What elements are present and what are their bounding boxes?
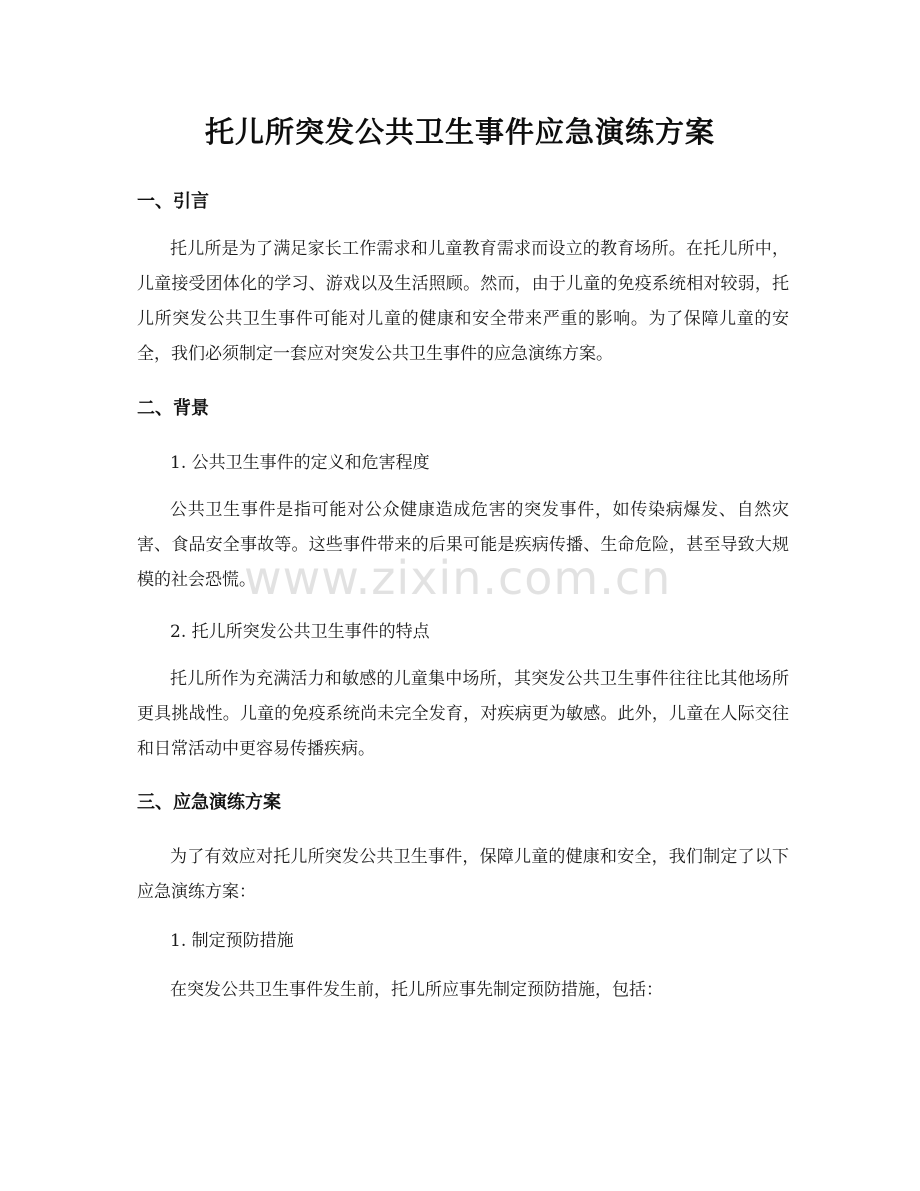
section-heading-intro: 一、引言 — [137, 191, 209, 212]
background-item-2-title: 2. 托儿所突发公共卫生事件的特点 — [170, 622, 430, 642]
section-heading-plan: 三、应急演练方案 — [137, 792, 281, 813]
document-title: 托儿所突发公共卫生事件应急演练方案 — [204, 115, 715, 149]
background-item-1-title: 1. 公共卫生事件的定义和危害程度 — [170, 453, 430, 473]
section-heading-background: 二、背景 — [137, 398, 209, 419]
intro-paragraph: 托儿所是为了满足家长工作需求和儿童教育需求而设立的教育场所。在托儿所中，儿童接受团体化的学习、游戏以及生活照顾。然而，由于儿童的免疫系统相对较弱，托儿所突发公共卫生事件可能对儿童的健康和安全带来严重的影响。为了保障儿童的安全，我们必须制定一套应对突发公共卫生事件的应急演练方案。 — [137, 239, 789, 364]
plan-item-1-title: 1. 制定预防措施 — [170, 931, 294, 951]
watermark: www.zixin.com.cn — [244, 551, 672, 605]
background-item-1-paragraph: 公共卫生事件是指可能对公众健康造成危害的突发事件，如传染病爆发、自然灾害、食品安全事故等。这些事件带来的后果可能是疾病传播、生命危险，甚至导致大规模的社会恐慌。 — [137, 500, 789, 590]
plan-item-1-paragraph: 在突发公共卫生事件发生前，托儿所应事先制定预防措施，包括： — [170, 980, 663, 1000]
background-item-2-paragraph: 托儿所作为充满活力和敏感的儿童集中场所，其突发公共卫生事件往往比其他场所更具挑战性。儿童的免疫系统尚未完全发育，对疾病更为敏感。此外，儿童在人际交往和日常活动中更容易传播疾病。 — [137, 669, 789, 759]
plan-paragraph: 为了有效应对托儿所突发公共卫生事件，保障儿童的健康和安全，我们制定了以下应急演练方案： — [137, 847, 789, 902]
